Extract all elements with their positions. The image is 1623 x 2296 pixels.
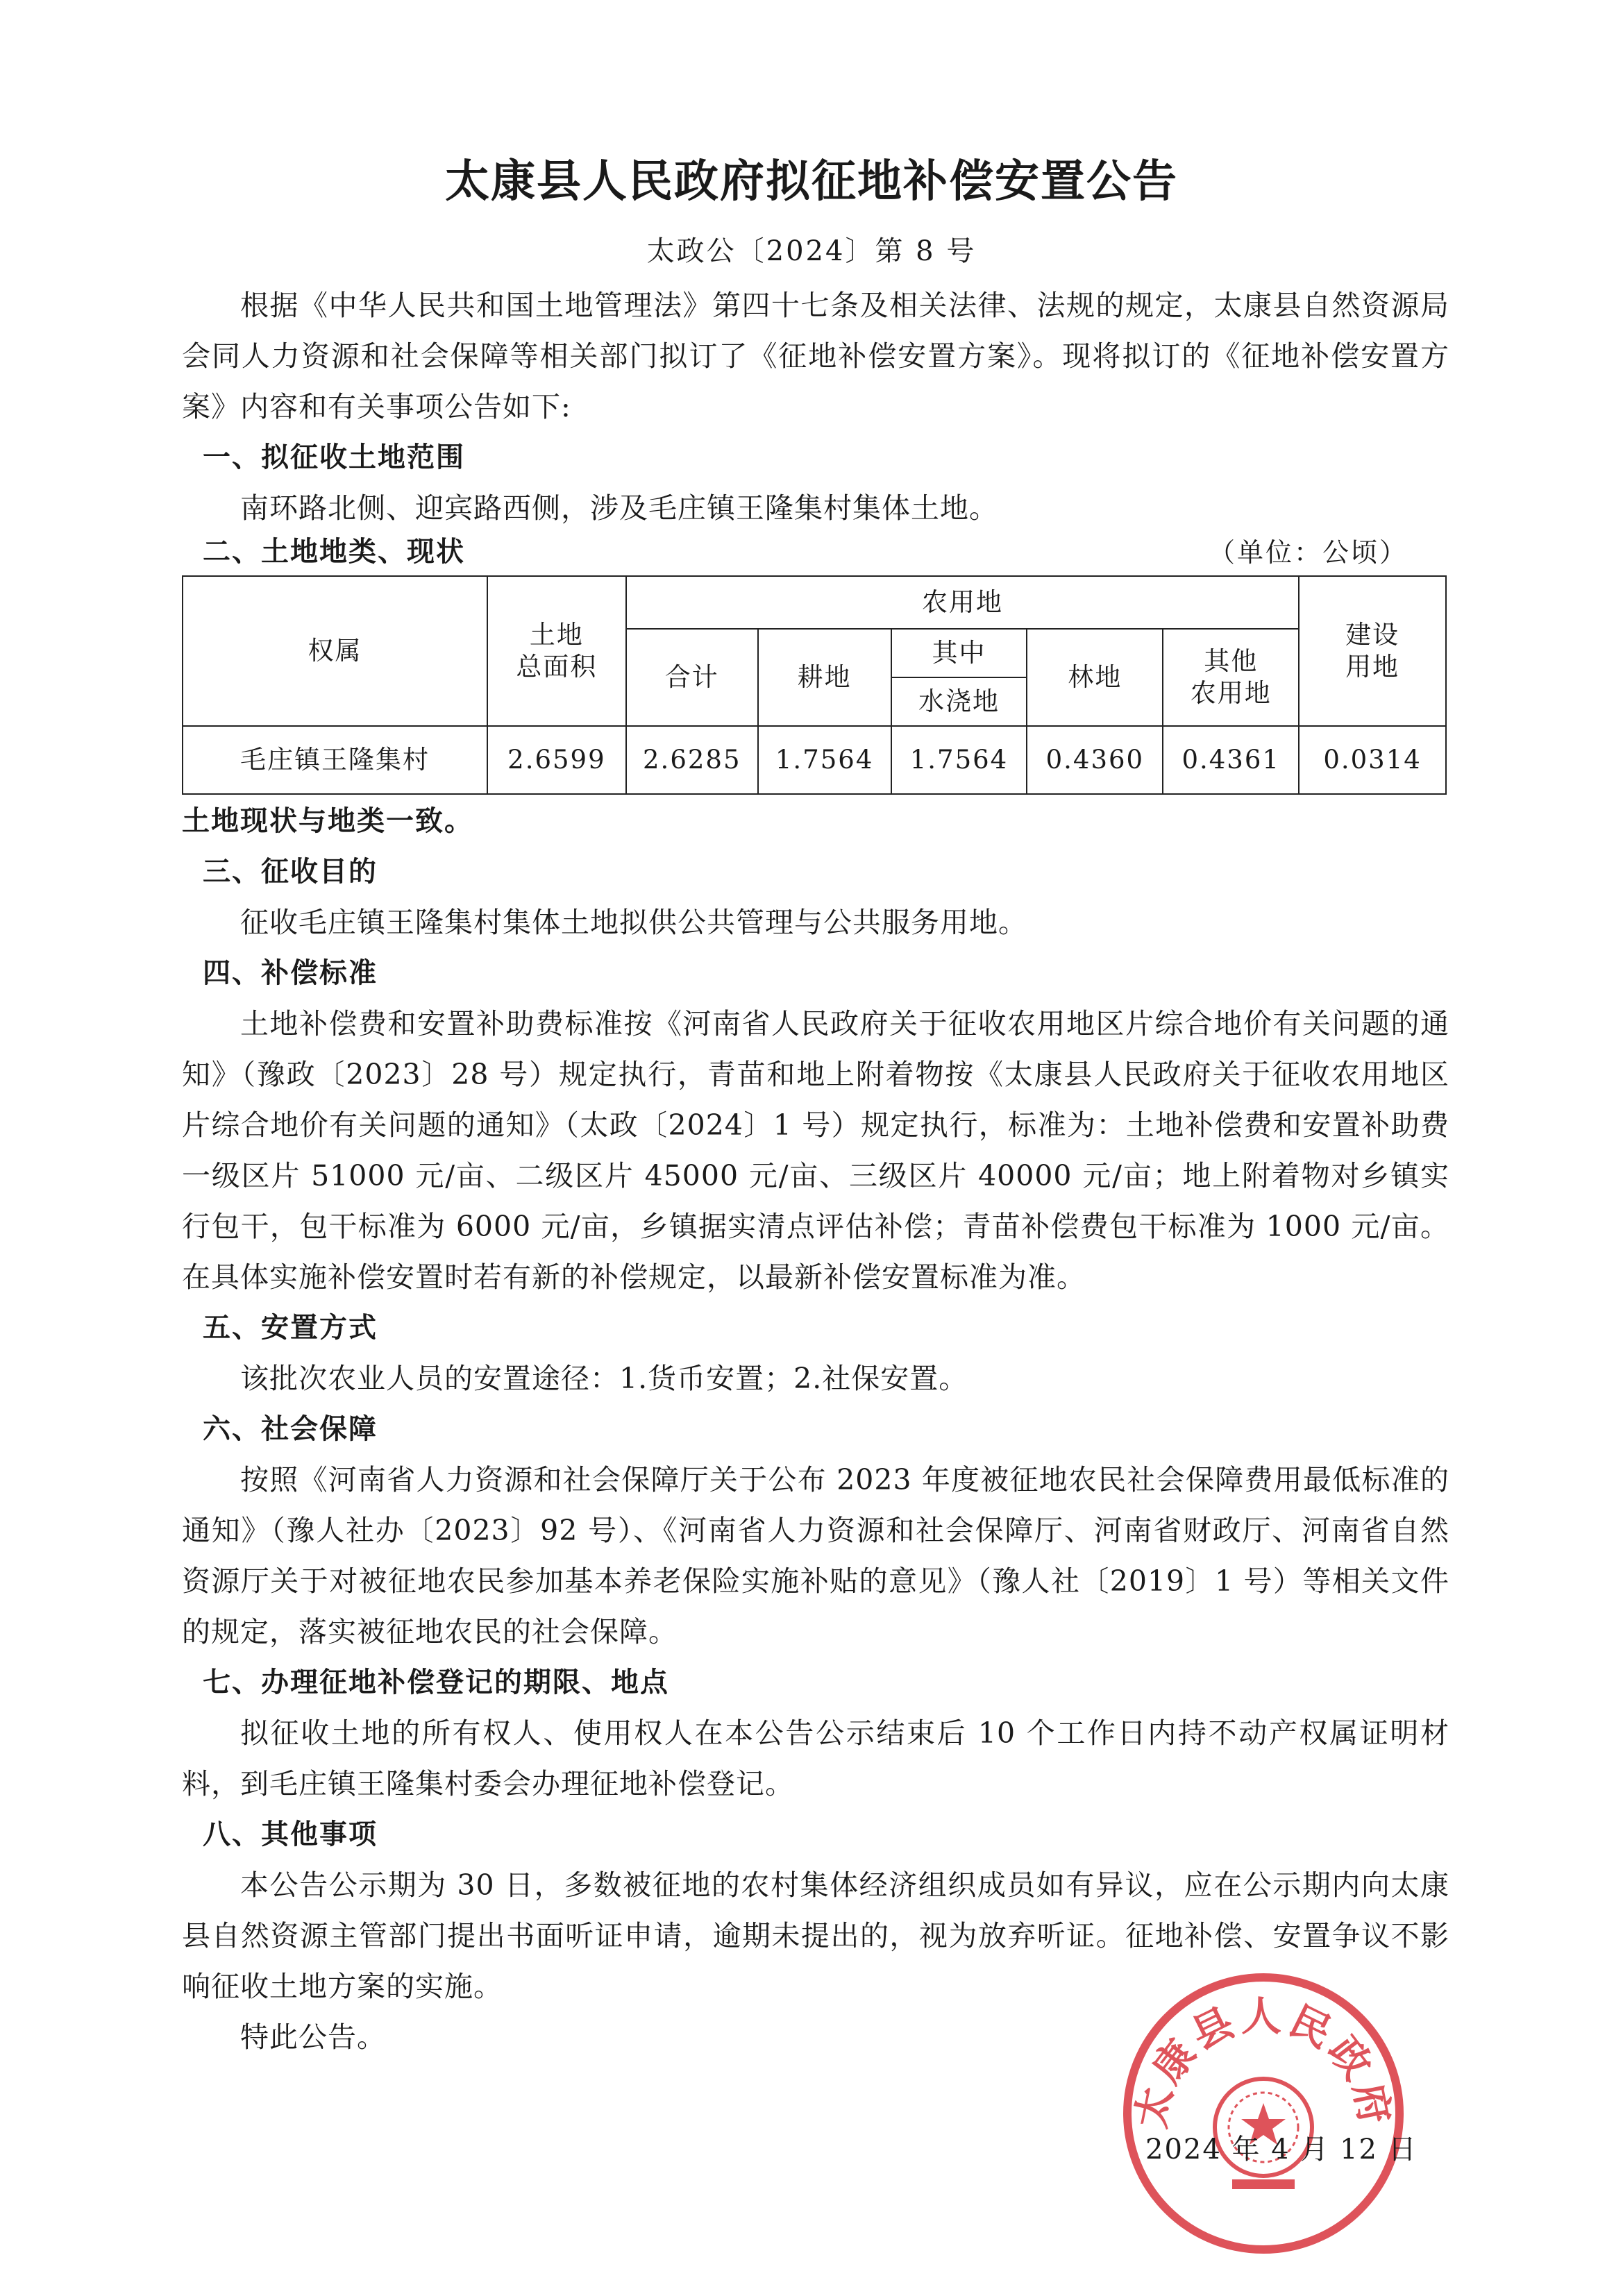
section-8-text: 本公告公示期为 30 日，多数被征地的农村集体经济组织成员如有异议，应在公示期内向太康县自然资源主管部门提出书面听证申请，逾期未提出的，视为放弃听证。征地补偿、安置争议不影响征收土地方案的实施。 [182,1868,1449,2003]
cell-construction: 0.0314 [1299,726,1446,794]
header-irrigated: 水浇地 [891,677,1027,726]
section-7-text: 拟征收土地的所有权人、使用权人在本公告公示结束后 10 个工作日内持不动产权属证明材料，到毛庄镇王隆集村委会办理征地补偿登记。 [182,1716,1449,1800]
header-owner: 权属 [183,576,487,726]
seal-text: 太康县人民政府 [1127,1993,1400,2132]
section-2-heading-row [182,534,1449,575]
cell-forest: 0.4360 [1027,726,1163,794]
header-among: 其中 [891,629,1027,677]
section-7-heading: 七、办理征地补偿登记的期限、地点 [203,1666,669,1698]
intro-paragraph: 根据《中华人民共和国土地管理法》第四十七条及相关法律、法规的规定，太康县自然资源局会同人力资源和社会保障等相关部门拟订了《征地补偿安置方案》。现将拟订的《征地补偿安置方案》内容和有关事项公告如下: [182,289,1449,423]
section-6-heading: 六、社会保障 [203,1413,378,1445]
cell-total: 2.6599 [487,726,626,794]
section-1-text: 南环路北侧、迎宾路西侧，涉及毛庄镇王隆集村集体土地。 [240,491,998,525]
cell-subtotal: 2.6285 [626,726,758,794]
section-4-heading: 四、补偿标准 [203,957,378,989]
section-5-heading: 五、安置方式 [203,1312,378,1344]
section-4-text: 土地补偿费和安置补助费标准按《河南省人民政府关于征收农用地区片综合地价有关问题的通知》（豫政〔2023〕28 号）规定执行，青苗和地上附着物按《太康县人民政府关于征收农用地区片综合地价有关问题的通知》（太政〔2024〕1 号）规定执行，标准为：土地补偿费和安置补助费一级区片 51000 元/亩、二级区片 45000 元/亩、三级区片 40000 元/亩；地上附着物对乡镇实行包干，包干标准为 6000 元/亩，乡镇据实清点评估补偿；青苗补偿费包干标准为 1000 元/亩。在具体实施补偿安置时若有新的补偿规定，以最新补偿安置标准为准。 [182,1007,1449,1294]
document-body [182,280,1449,2063]
cell-arable: 1.7564 [758,726,891,794]
unit-label: （单位：公顷） [1208,537,1408,568]
section-6-text: 按照《河南省人力资源和社会保障厅关于公布 2023 年度被征地农民社会保障费用最低标准的通知》（豫人社办〔2023〕92 号）、《河南省人力资源和社会保障厅、河南省财政厅、河南省自然资源厅关于对被征地农民参加基本养老保险实施补贴的意见》（豫人社〔2019〕1 号）等相关文件的规定，落实被征地农民的社会保障。 [182,1463,1449,1648]
land-status-note: 土地现状与地类一致。 [182,805,473,837]
header-construction: 建设 用地 [1299,576,1446,726]
closing-text: 特此公告。 [240,2020,386,2054]
section-1-heading: 一、拟征收土地范围 [203,441,465,473]
document-number: 太政公〔2024〕第 8 号 [646,235,977,267]
header-total-area: 土地 总面积 [487,576,626,726]
section-5-text: 该批次农业人员的安置途径：1.货币安置；2.社保安置。 [240,1362,968,1395]
official-seal-icon [1118,1968,1409,2259]
section-8-heading: 八、其他事项 [203,1818,378,1850]
section-3-text: 征收毛庄镇王隆集村集体土地拟供公共管理与公共服务用地。 [240,906,1027,939]
cell-irrigated: 1.7564 [891,726,1027,794]
header-agricultural: 农用地 [626,576,1299,629]
header-forest: 林地 [1027,629,1163,726]
header-other-agri: 其他 农用地 [1163,629,1299,726]
cell-other-agri: 0.4361 [1163,726,1299,794]
section-3-heading: 三、征收目的 [203,856,378,888]
section-2-heading: 二、土地地类、现状 [203,536,465,568]
land-table [182,575,1447,795]
issue-date: 2024 年 4 月 12 日 [1145,2134,1418,2166]
header-subtotal: 合计 [626,629,758,726]
header-arable: 耕地 [758,629,891,726]
table-row [183,726,1446,794]
cell-owner: 毛庄镇王隆集村 [183,726,487,794]
document-title: 太康县人民政府拟征地补偿安置公告 [445,156,1178,208]
